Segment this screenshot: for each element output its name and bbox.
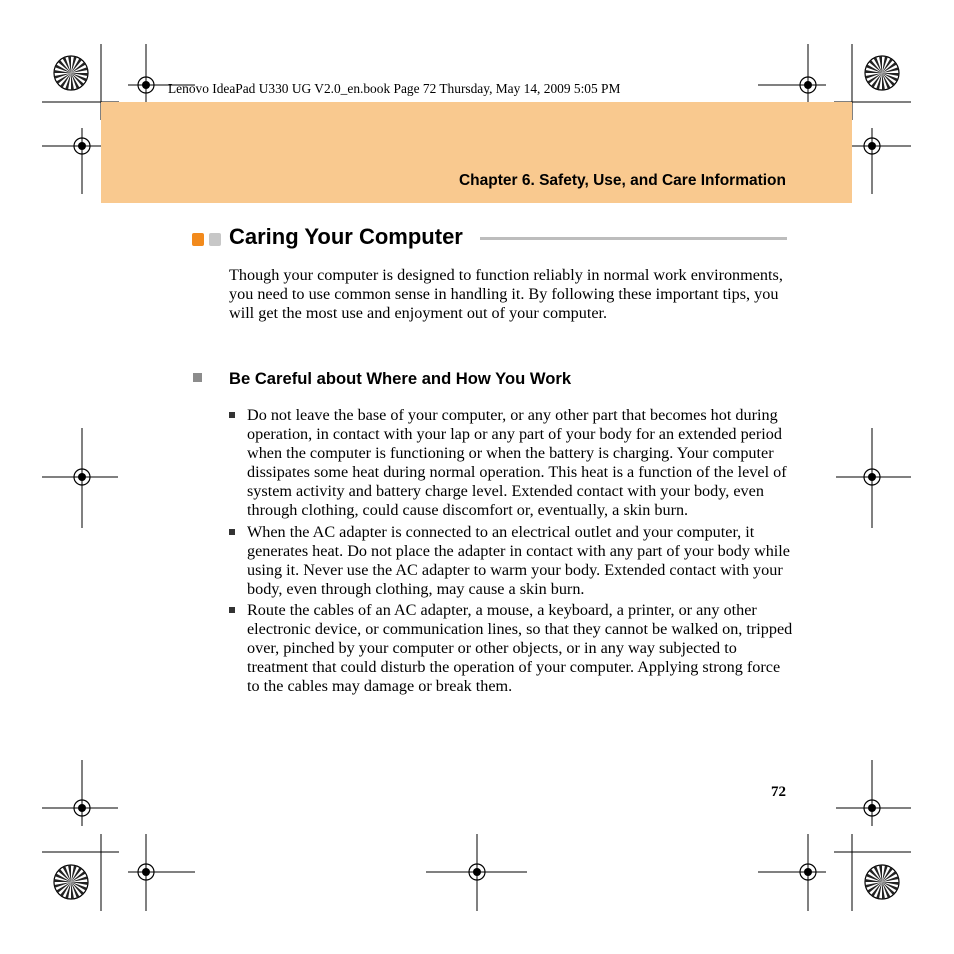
bullet-square-icon	[229, 412, 235, 418]
list-item	[229, 523, 794, 599]
registration-mark	[42, 760, 118, 826]
bullet-square-icon	[229, 529, 235, 535]
star-target	[54, 56, 88, 90]
bullet-text: Do not leave the base of your computer, or any other part that becomes hot during operation, in contact with your lap or any part of your body for an extended period when the computer is functioning or when the battery is charging. Your computer dissipates some heat during normal operation. This heat is a function of the level of system activity and battery charge level. Extended contact with your body, even through clothing, could cause discomfort or, eventually, a skin burn.	[247, 406, 787, 520]
section-marker-gray	[209, 233, 221, 246]
registration-mark	[426, 834, 527, 911]
page-number: 72	[771, 784, 786, 800]
registration-mark	[758, 834, 826, 911]
registration-mark	[128, 834, 195, 911]
registration-mark	[836, 760, 911, 826]
section-marker-orange	[192, 233, 204, 246]
file-info-slug: Lenovo IdeaPad U330 UG V2.0_en.book Page 72 Thursday, May 14, 2009 5:05 PM	[168, 81, 621, 96]
bullet-text: Route the cables of an AC adapter, a mouse, a keyboard, a printer, or any other electronic device, or communication lines, so that they cannot be walked on, tripped over, pinched by your computer or other objects, or in any way subjected to treatment that could disturb the operation of your computer. Applying strong force to the cables may damage or break them.	[247, 600, 793, 696]
subsection-heading: Be Careful about Where and How You Work	[229, 369, 572, 388]
star-target	[865, 865, 899, 899]
star-target	[865, 56, 899, 90]
title-rule	[480, 237, 787, 240]
bullet-list	[229, 406, 794, 698]
chapter-title: Chapter 6. Safety, Use, and Care Information	[458, 172, 786, 189]
star-target	[54, 865, 88, 899]
registration-mark	[836, 428, 911, 528]
intro-paragraph: Though your computer is designed to function reliably in normal work environments, you need to use common sense in handling it. By following these important tips, you will get the most use and enjoyment out of your computer.	[229, 266, 783, 322]
list-item	[229, 601, 794, 696]
bullet-text: When the AC adapter is connected to an electrical outlet and your computer, it generates heat. Do not place the adapter in contact with any part of your body while using it. Never use the AC adapter to warm your body. Extended contact with your body, even through clothing, may cause a skin burn.	[247, 522, 790, 598]
subsection-marker	[193, 373, 202, 382]
bullet-square-icon	[229, 607, 235, 613]
registration-mark	[42, 428, 118, 528]
section-title: Caring Your Computer	[229, 224, 463, 249]
list-item	[229, 406, 794, 521]
